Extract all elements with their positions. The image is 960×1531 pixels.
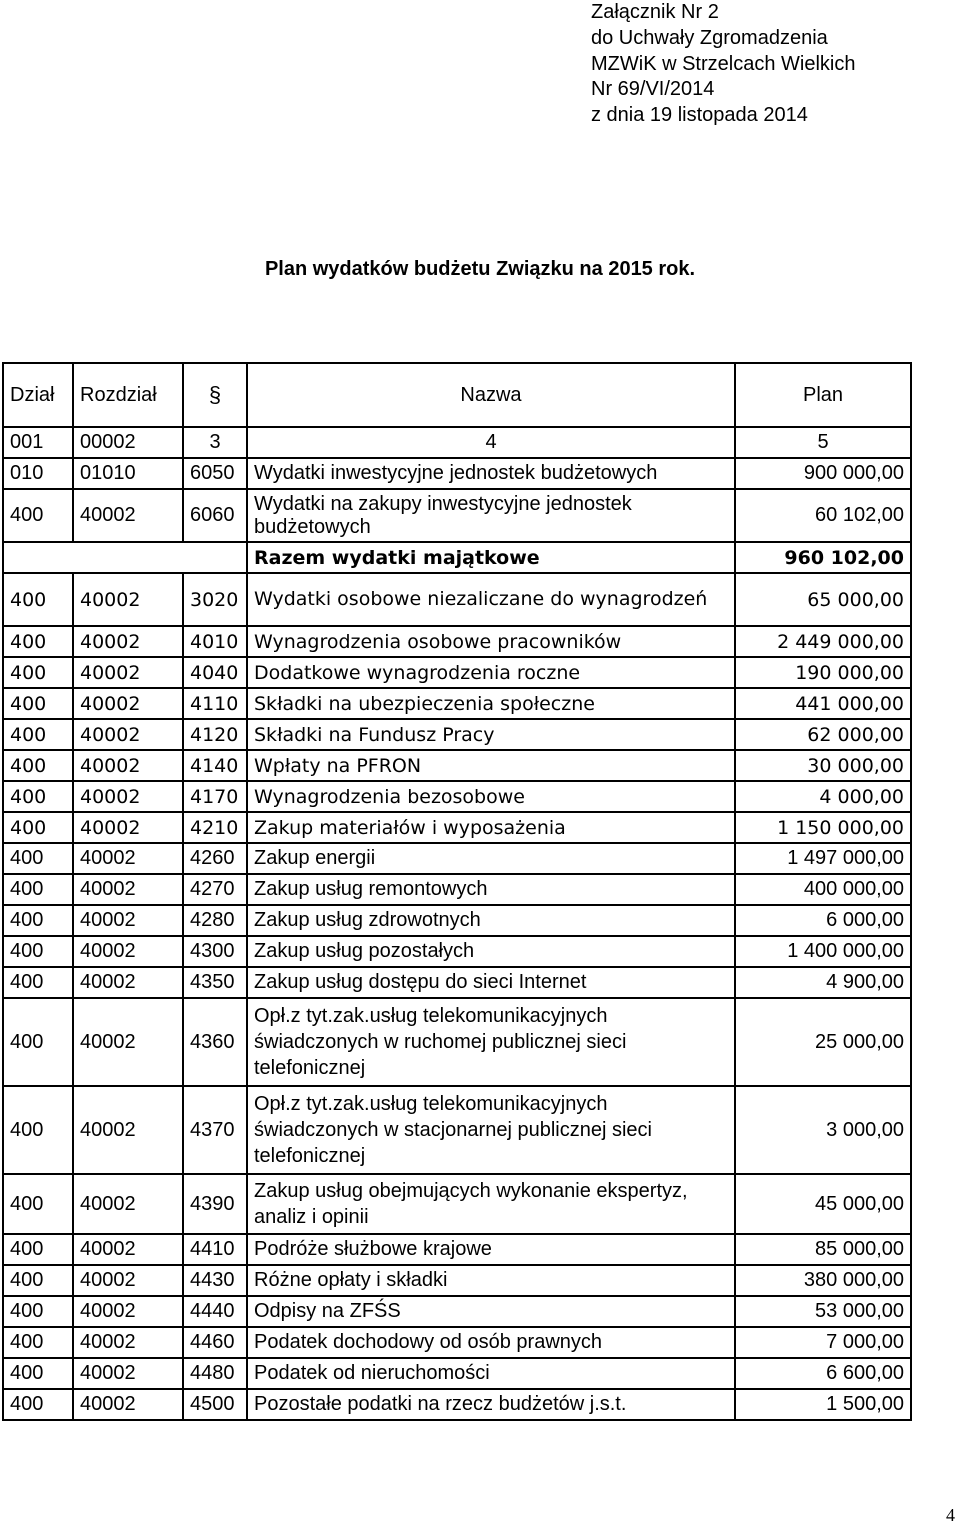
cell-rozdzial: 40002 [73,843,183,874]
cell-dzial: 400 [3,843,73,874]
table-row [3,812,911,843]
cell-paragraf: 4360 [183,998,247,1086]
cell-rozdzial: 40002 [73,1296,183,1327]
cell-rozdzial: 40002 [73,812,183,843]
cell-rozdzial: 40002 [73,967,183,998]
cell-paragraf: 4010 [183,626,247,657]
cell-plan: 62 000,00 [735,719,911,750]
cell-plan: 2 449 000,00 [735,626,911,657]
table-row [3,489,911,542]
numbering-cell: 00002 [73,427,183,458]
cell-dzial: 400 [3,967,73,998]
table-row [3,998,911,1086]
cell-plan: 380 000,00 [735,1265,911,1296]
cell-paragraf: 4480 [183,1358,247,1389]
cell-nazwa: Wydatki osobowe niezaliczane do wynagrodzeń [247,573,735,626]
numbering-row [3,427,911,458]
cell-rozdzial: 40002 [73,1234,183,1265]
cell-paragraf: 4270 [183,874,247,905]
cell-dzial: 400 [3,874,73,905]
header-paragraf [183,363,247,427]
cell-paragraf: 4500 [183,1389,247,1420]
cell-dzial: 400 [3,1358,73,1389]
header-nazwa: Nazwa [247,363,735,427]
cell-nazwa: Podatek dochodowy od osób prawnych [247,1327,735,1358]
subtotal-empty-cell [3,542,247,573]
cell-nazwa: Opł.z tyt.zak.usług telekomunikacyjnych świadczonych w stacjonarnej publicznej sieci telefonicznej [247,1086,735,1174]
cell-rozdzial: 40002 [73,998,183,1086]
cell-nazwa: Wynagrodzenia bezosobowe [247,781,735,812]
header-line: do Uchwały Zgromadzenia [591,26,828,49]
cell-paragraf: 4390 [183,1174,247,1234]
numbering-cell: 3 [183,427,247,458]
cell-plan: 7 000,00 [735,1327,911,1358]
cell-rozdzial: 40002 [73,1174,183,1234]
cell-plan: 6 600,00 [735,1358,911,1389]
cell-paragraf: 4110 [183,688,247,719]
cell-dzial: 010 [3,458,73,489]
budget-table [2,362,912,1421]
numbering-cell: 5 [735,427,911,458]
cell-dzial: 400 [3,657,73,688]
cell-plan: 65 000,00 [735,573,911,626]
cell-dzial: 400 [3,1234,73,1265]
table-row [3,936,911,967]
cell-nazwa: Pozostałe podatki na rzecz budżetów j.s.t. [247,1389,735,1420]
cell-dzial: 400 [3,573,73,626]
cell-nazwa: Wydatki na zakupy inwestycyjne jednostek budżetowych [247,489,735,542]
cell-plan: 441 000,00 [735,688,911,719]
cell-rozdzial: 40002 [73,1327,183,1358]
cell-paragraf: 4460 [183,1327,247,1358]
cell-nazwa: Zakup usług zdrowotnych [247,905,735,936]
numbering-cell: 001 [3,427,73,458]
table-row [3,657,911,688]
cell-nazwa: Wynagrodzenia osobowe pracowników [247,626,735,657]
cell-dzial: 400 [3,626,73,657]
cell-dzial: 400 [3,998,73,1086]
cell-dzial: 400 [3,1174,73,1234]
cell-plan: 4 000,00 [735,781,911,812]
cell-plan: 25 000,00 [735,998,911,1086]
cell-paragraf: 4440 [183,1296,247,1327]
table-row [3,458,911,489]
cell-paragraf: 4410 [183,1234,247,1265]
table-row [3,719,911,750]
table-header-row [3,363,911,427]
cell-rozdzial: 40002 [73,750,183,781]
table-row [3,1265,911,1296]
cell-nazwa: Podróże służbowe krajowe [247,1234,735,1265]
cell-nazwa: Zakup usług dostępu do sieci Internet [247,967,735,998]
cell-dzial: 400 [3,812,73,843]
cell-nazwa: Dodatkowe wynagrodzenia roczne [247,657,735,688]
cell-plan: 900 000,00 [735,458,911,489]
subtotal-row [3,542,911,573]
cell-paragraf: 4370 [183,1086,247,1174]
cell-plan: 60 102,00 [735,489,911,542]
header-line: Nr 69/VI/2014 [591,78,715,101]
cell-nazwa: Zakup energii [247,843,735,874]
cell-dzial: 400 [3,750,73,781]
header-rozdzial: Rozdział [73,363,183,427]
cell-plan: 400 000,00 [735,874,911,905]
cell-paragraf: 4350 [183,967,247,998]
cell-dzial: 400 [3,688,73,719]
table-row [3,843,911,874]
cell-dzial: 400 [3,1389,73,1420]
cell-rozdzial: 40002 [73,905,183,936]
cell-dzial: 400 [3,781,73,812]
cell-paragraf: 4120 [183,719,247,750]
table-row [3,1296,911,1327]
cell-paragraf: 4210 [183,812,247,843]
cell-nazwa: Wpłaty na PFRON [247,750,735,781]
header-line: MZWiK w Strzelcach Wielkich [591,52,856,75]
cell-paragraf: 4260 [183,843,247,874]
cell-rozdzial: 40002 [73,1358,183,1389]
cell-plan: 1 150 000,00 [735,812,911,843]
cell-rozdzial: 40002 [73,573,183,626]
cell-paragraf: 6060 [183,489,247,542]
table-row [3,1358,911,1389]
cell-nazwa: Podatek od nieruchomości [247,1358,735,1389]
document-title: Plan wydatków budżetu Związku na 2015 rok. [264,258,696,280]
cell-plan: 53 000,00 [735,1296,911,1327]
table-row [3,1327,911,1358]
cell-dzial: 400 [3,1296,73,1327]
cell-nazwa: Wydatki inwestycyjne jednostek budżetowych [247,458,735,489]
cell-plan: 1 400 000,00 [735,936,911,967]
cell-paragraf: 6050 [183,458,247,489]
cell-paragraf: 4040 [183,657,247,688]
table-row [3,905,911,936]
cell-nazwa: Różne opłaty i składki [247,1265,735,1296]
cell-plan: 30 000,00 [735,750,911,781]
cell-nazwa: Zakup usług obejmujących wykonanie ekspertyz, analiz i opinii [247,1174,735,1234]
cell-plan: 190 000,00 [735,657,911,688]
cell-rozdzial: 40002 [73,1265,183,1296]
cell-rozdzial: 40002 [73,626,183,657]
cell-dzial: 400 [3,936,73,967]
cell-nazwa: Odpisy na ZFŚS [247,1296,735,1327]
cell-plan: 3 000,00 [735,1086,911,1174]
cell-nazwa: Opł.z tyt.zak.usług telekomunikacyjnych świadczonych w ruchomej publicznej sieci telefonicznej [247,998,735,1086]
table-row [3,1389,911,1420]
table-row [3,573,911,626]
table-row [3,1234,911,1265]
cell-rozdzial: 40002 [73,874,183,905]
table-row [3,781,911,812]
cell-nazwa: Zakup usług remontowych [247,874,735,905]
cell-rozdzial: 40002 [73,1389,183,1420]
subtotal-label: Razem wydatki majątkowe [247,542,735,573]
cell-paragraf: 4430 [183,1265,247,1296]
cell-plan: 6 000,00 [735,905,911,936]
header-dzial: Dział [3,363,73,427]
attachment-header [591,0,855,129]
cell-dzial: 400 [3,1086,73,1174]
cell-plan: 45 000,00 [735,1174,911,1234]
page-number: 4 [946,1505,955,1525]
cell-plan: 1 497 000,00 [735,843,911,874]
numbering-cell: 4 [247,427,735,458]
cell-nazwa: Składki na Fundusz Pracy [247,719,735,750]
cell-plan: 85 000,00 [735,1234,911,1265]
header-line: z dnia 19 listopada 2014 [591,104,808,127]
cell-dzial: 400 [3,1327,73,1358]
cell-dzial: 400 [3,719,73,750]
table-row [3,688,911,719]
cell-rozdzial: 40002 [73,781,183,812]
header-line: Załącznik Nr 2 [591,1,719,23]
section-sign-icon: § [208,382,222,407]
cell-rozdzial: 40002 [73,688,183,719]
cell-rozdzial: 40002 [73,657,183,688]
subtotal-value: 960 102,00 [735,542,911,573]
table-row [3,874,911,905]
table-row [3,1086,911,1174]
cell-plan: 1 500,00 [735,1389,911,1420]
header-plan: Plan [735,363,911,427]
table-row [3,967,911,998]
cell-nazwa: Zakup materiałów i wyposażenia [247,812,735,843]
cell-paragraf: 4300 [183,936,247,967]
cell-nazwa: Zakup usług pozostałych [247,936,735,967]
cell-dzial: 400 [3,1265,73,1296]
cell-plan: 4 900,00 [735,967,911,998]
table-row [3,750,911,781]
cell-dzial: 400 [3,489,73,542]
cell-nazwa: Składki na ubezpieczenia społeczne [247,688,735,719]
table-row [3,626,911,657]
table-row [3,1174,911,1234]
cell-rozdzial: 40002 [73,1086,183,1174]
cell-paragraf: 4170 [183,781,247,812]
cell-rozdzial: 40002 [73,936,183,967]
cell-rozdzial: 01010 [73,458,183,489]
cell-paragraf: 3020 [183,573,247,626]
cell-dzial: 400 [3,905,73,936]
cell-paragraf: 4280 [183,905,247,936]
cell-paragraf: 4140 [183,750,247,781]
cell-rozdzial: 40002 [73,489,183,542]
cell-rozdzial: 40002 [73,719,183,750]
